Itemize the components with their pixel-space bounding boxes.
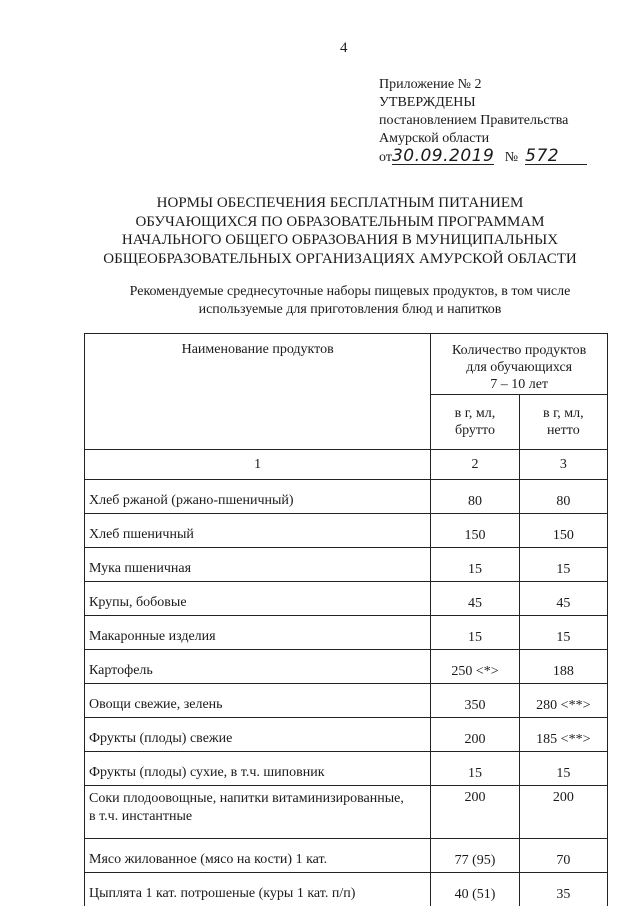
brutto-value: 40 (51)	[431, 873, 519, 906]
brutto-value: 15	[431, 616, 519, 650]
title-line: НАЧАЛЬНОГО ОБЩЕГО ОБРАЗОВАНИЯ В МУНИЦИПАЛЬНЫХ	[60, 231, 620, 250]
date-number-line	[379, 148, 587, 167]
netto-value: 35	[519, 873, 607, 906]
product-name: Цыплята 1 кат. потрошеные (куры 1 кат. п/п)	[85, 873, 431, 906]
product-name-line: Соки плодоовощные, напитки витаминизированные,	[89, 790, 429, 808]
document-subtitle	[100, 283, 600, 319]
product-name: Картофель	[85, 650, 431, 684]
column-index: 3	[519, 450, 607, 480]
food-norms-table	[84, 333, 608, 906]
header-netto-line: нетто	[521, 422, 606, 439]
title-line: ОБУЧАЮЩИХСЯ ПО ОБРАЗОВАТЕЛЬНЫМ ПРОГРАММАМ	[60, 213, 620, 232]
table-row	[85, 839, 608, 873]
netto-value: 15	[519, 752, 607, 786]
handwritten-date: 30.09.2019	[392, 148, 494, 165]
table-row	[85, 582, 608, 616]
product-name-line: в т.ч. инстантные	[89, 808, 429, 826]
brutto-value: 80	[431, 480, 519, 514]
netto-value: 15	[519, 616, 607, 650]
table-row	[85, 548, 608, 582]
netto-value: 200	[519, 786, 607, 839]
header-netto-line: в г, мл,	[521, 405, 606, 422]
table-row	[85, 480, 608, 514]
netto-value: 15	[519, 548, 607, 582]
number-prefix: №	[505, 150, 518, 165]
subtitle-line: Рекомендуемые среднесуточные наборы пищевых продуктов, в том числе	[100, 283, 600, 301]
approved-label: УТВЕРЖДЕНЫ	[379, 94, 587, 112]
header-quantity-line: Количество продуктов	[432, 342, 606, 359]
product-name: Мясо жилованное (мясо на кости) 1 кат.	[85, 839, 431, 873]
header-netto	[519, 395, 607, 450]
table-row	[85, 786, 608, 839]
appendix-label: Приложение № 2	[379, 76, 587, 94]
brutto-value: 200	[431, 718, 519, 752]
header-brutto-line: брутто	[432, 422, 517, 439]
column-index-row	[85, 450, 608, 480]
brutto-value: 250 <*>	[431, 650, 519, 684]
product-name: Крупы, бобовые	[85, 582, 431, 616]
title-line: ОБЩЕОБРАЗОВАТЕЛЬНЫХ ОРГАНИЗАЦИЯХ АМУРСКОЙ ОБЛАСТИ	[60, 250, 620, 269]
table-row	[85, 650, 608, 684]
subtitle-line: используемые для приготовления блюд и напитков	[100, 301, 600, 319]
netto-value: 80	[519, 480, 607, 514]
brutto-value: 45	[431, 582, 519, 616]
table-row	[85, 514, 608, 548]
netto-value: 70	[519, 839, 607, 873]
header-product-name: Наименование продуктов	[85, 334, 431, 450]
netto-value: 185 <**>	[519, 718, 607, 752]
product-name: Фрукты (плоды) свежие	[85, 718, 431, 752]
approval-block	[379, 76, 587, 167]
table-row	[85, 873, 608, 906]
region-label: Амурской области	[379, 130, 587, 148]
decree-label: постановлением Правительства	[379, 112, 587, 130]
brutto-value: 15	[431, 548, 519, 582]
header-quantity-line: для обучающихся	[432, 359, 606, 376]
table-row	[85, 718, 608, 752]
header-brutto	[431, 395, 519, 450]
product-name: Хлеб ржаной (ржано-пшеничный)	[85, 480, 431, 514]
brutto-value: 150	[431, 514, 519, 548]
header-quantity	[431, 334, 608, 395]
netto-value: 150	[519, 514, 607, 548]
table-row	[85, 616, 608, 650]
page-number: 4	[340, 40, 348, 57]
product-name: Хлеб пшеничный	[85, 514, 431, 548]
table-header-row	[85, 334, 608, 395]
header-quantity-line: 7 – 10 лет	[432, 376, 606, 393]
netto-value: 280 <**>	[519, 684, 607, 718]
document-title	[60, 194, 620, 268]
brutto-value: 350	[431, 684, 519, 718]
table-row	[85, 752, 608, 786]
brutto-value: 200	[431, 786, 519, 839]
table-row	[85, 684, 608, 718]
product-name: Макаронные изделия	[85, 616, 431, 650]
column-index: 1	[85, 450, 431, 480]
product-name: Овощи свежие, зелень	[85, 684, 431, 718]
brutto-value: 15	[431, 752, 519, 786]
column-index: 2	[431, 450, 519, 480]
netto-value: 188	[519, 650, 607, 684]
product-name: Мука пшеничная	[85, 548, 431, 582]
title-line: НОРМЫ ОБЕСПЕЧЕНИЯ БЕСПЛАТНЫМ ПИТАНИЕМ	[60, 194, 620, 213]
product-name	[85, 786, 431, 839]
brutto-value: 77 (95)	[431, 839, 519, 873]
handwritten-number: 572	[525, 148, 587, 165]
product-name: Фрукты (плоды) сухие, в т.ч. шиповник	[85, 752, 431, 786]
date-prefix: от	[379, 150, 392, 165]
netto-value: 45	[519, 582, 607, 616]
header-brutto-line: в г, мл,	[432, 405, 517, 422]
